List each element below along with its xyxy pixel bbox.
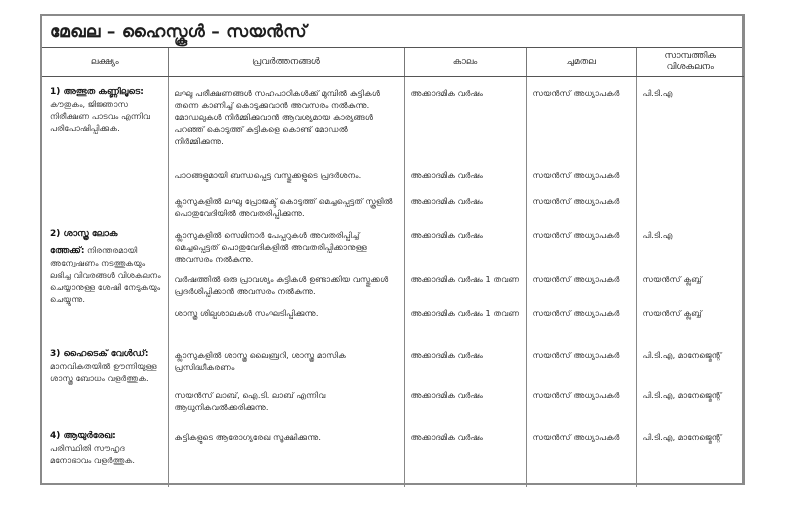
goal-cell-1	[42, 77, 168, 220]
page-title: മേഖല – ഹൈസ്കൂൾ – സയൻസ്	[42, 16, 742, 48]
period-text: അക്കാദമിക വർഷം	[410, 196, 483, 206]
goal-text: കൗതുകം, ജിജ്ഞാസ നിരീക്ഷണ പാടവം എന്നിവ പരിപോഷിപ്പിക്കുക.	[50, 99, 151, 133]
responsibility-cell-1	[526, 77, 636, 220]
responsibility-text: സയൻസ് അധ്യാപകർ	[532, 88, 620, 98]
table-row-section-1	[42, 77, 744, 220]
table-header-row	[42, 48, 744, 77]
table-row-section-4	[42, 421, 744, 487]
goal-title-continued: ത്തേക്ക്:	[50, 246, 85, 256]
goal-cell-2	[42, 219, 168, 339]
column-header-responsibility: ചുമതല	[526, 48, 636, 77]
finance-text: പി.ടി.എ	[642, 88, 673, 98]
column-header-period: കാലം	[404, 48, 526, 77]
responsibility-text: സയൻസ് അധ്യാപകർ	[532, 350, 620, 360]
responsibility-cell-2	[526, 219, 636, 339]
activities-cell-2	[168, 219, 404, 339]
activity-text: പാഠങ്ങളുമായി ബന്ധപ്പെട്ട വസ്തുക്കളുടെ പ്രദർശനം.	[174, 170, 362, 180]
responsibility-text: സയൻസ് അധ്യാപകർ	[532, 230, 620, 240]
period-cell-3	[404, 339, 526, 421]
activities-cell-3	[168, 339, 404, 421]
goal-cell-4	[42, 421, 168, 487]
plan-document	[40, 14, 745, 485]
responsibility-text: സയൻസ് അധ്യാപകർ	[532, 390, 620, 400]
column-header-goal: ലക്ഷ്യം	[42, 48, 168, 77]
period-text: അക്കാദമിക വർഷം	[410, 230, 483, 240]
finance-cell-2	[636, 219, 744, 339]
period-text: അക്കാദമിക വർഷം	[410, 170, 483, 180]
activities-cell-4	[168, 421, 404, 487]
responsibility-text: സയൻസ് അധ്യാപകർ	[532, 432, 620, 442]
activity-text: കുട്ടികളുടെ ആരോഗ്യരേഖ സൂക്ഷിക്കുന്നു.	[174, 432, 321, 442]
finance-text: സയൻസ് ക്ലബ്ബ്	[642, 308, 702, 318]
period-cell-4	[404, 421, 526, 487]
table-row-section-2	[42, 219, 744, 339]
activity-text: ലഘു പരീക്ഷണങ്ങൾ സഹപാഠികൾക്ക് മുമ്പിൽ കുട്ടികൾ തന്നെ കാണിച്ച് കൊടുക്കുവാൻ അവസരം നൽകുന്നു. മോഡലുകൾ നിർമ്മിക്കുവാൻ ആവശ്യമായ കാര്യങ്ങൾ പറഞ്ഞ് കൊടുത്ത് കുട്ടികളെ കൊണ്ട് മോഡൽ നിർമ്മിക്കുന്നു.	[174, 88, 381, 146]
finance-cell-4	[636, 421, 744, 487]
period-text: അക്കാദമിക വർഷം	[410, 88, 483, 98]
finance-header-line2: വിശകലനം	[666, 62, 714, 72]
responsibility-text: സയൻസ് അധ്യാപകർ	[532, 308, 620, 318]
responsibility-text: സയൻസ് അധ്യാപകർ	[532, 196, 620, 206]
period-text: അക്കാദമിക വർഷം 1 തവണ	[410, 308, 520, 318]
finance-header-line1: സാമ്പത്തിക	[664, 51, 717, 61]
activity-text: സയൻസ് ലാബ്, ഐ.ടി. ലാബ് എന്നിവ ആധുനികവൽക്കരിക്കുന്നു.	[174, 390, 326, 412]
goal-text: പരിസ്ഥിതി സൗഹൃദ മനോഭാവം വളർത്തുക.	[50, 443, 136, 465]
goal-text: മാനവികതയിൽ ഊന്നിയുള്ള ശാസ്ത്ര ബോധം വളർത്തുക.	[50, 361, 157, 383]
finance-text: പി.ടി.എ, മാനേജ്മെന്റ്	[642, 390, 722, 400]
finance-text: പി.ടി.എ	[642, 230, 673, 240]
period-text: അക്കാദമിക വർഷം 1 തവണ	[410, 274, 520, 284]
period-text: അക്കാദമിക വർഷം	[410, 432, 483, 442]
activity-text: ക്ലാസുകളിൽ ലഘു പ്രോജക്ട് കൊടുത്ത് മെച്ചപ്പെട്ടത് സ്കൂളിൽ പൊതുവേദിയിൽ അവതരിപ്പിക്കുന്നു.	[174, 196, 393, 218]
activity-text: വർഷത്തിൽ ഒരു പ്രാവശ്യം കുട്ടികൾ ഉണ്ടാക്കിയ വസ്തുക്കൾ പ്രദർശിപ്പിക്കാൻ അവസരം നൽകുന്നു.	[174, 274, 389, 296]
activity-text: ക്ലാസുകളിൽ സെമിനാർ പേപ്പറുകൾ അവതരിപ്പിച്ച് മെച്ചപ്പെട്ടത് പൊതുവേദികളിൽ അവതരിപ്പിക്കാനുള്ള അവസരം നൽകുന്നു.	[174, 230, 367, 264]
period-cell-1	[404, 77, 526, 220]
column-header-activities: പ്രവർത്തനങ്ങൾ	[168, 48, 404, 77]
finance-cell-3	[636, 339, 744, 421]
responsibility-text: സയൻസ് അധ്യാപകർ	[532, 274, 620, 284]
activity-text: ക്ലാസുകളിൽ ശാസ്ത്ര ലൈബ്രറി, ശാസ്ത്ര മാസിക പ്രസിദ്ധീകരണം	[174, 350, 346, 372]
period-text: അക്കാദമിക വർഷം	[410, 350, 483, 360]
period-cell-2	[404, 219, 526, 339]
period-text: അക്കാദമിക വർഷം	[410, 390, 483, 400]
activities-cell-1	[168, 77, 404, 220]
goal-title: 4) ആയുർരേഖ:	[50, 431, 116, 441]
goal-cell-3	[42, 339, 168, 421]
plan-table	[42, 48, 744, 487]
finance-cell-1	[636, 77, 744, 220]
responsibility-cell-3	[526, 339, 636, 421]
table-row-section-3	[42, 339, 744, 421]
finance-text: സയൻസ് ക്ലബ്ബ്	[642, 274, 702, 284]
column-header-finance	[636, 48, 744, 77]
finance-text: പി.ടി.എ, മാനേജ്മെന്റ്	[642, 432, 722, 442]
responsibility-text: സയൻസ് അധ്യാപകർ	[532, 170, 620, 180]
finance-text: പി.ടി.എ, മാനേജ്മെന്റ്	[642, 350, 722, 360]
goal-text: നിരന്തരമായി അന്വേഷണം നടത്തുകയും ലഭിച്ച വിവരങ്ങൾ വിശകലനം ചെയ്യാനുള്ള ശേഷി നേടുകയും ചെയ്യുന്നു.	[50, 245, 161, 304]
activity-text: ശാസ്ത്ര ശില്പശാലകൾ സംഘടിപ്പിക്കുന്നു.	[174, 308, 319, 318]
goal-title: 1) അത്ഭുത കണ്ണിലൂടെ:	[50, 87, 144, 97]
responsibility-cell-4	[526, 421, 636, 487]
goal-title: 2) ശാസ്ത്ര ലോക	[50, 229, 118, 239]
goal-text-block	[50, 244, 162, 305]
goal-title: 3) ഹൈടെക് വേൾഡ്:	[50, 349, 149, 359]
